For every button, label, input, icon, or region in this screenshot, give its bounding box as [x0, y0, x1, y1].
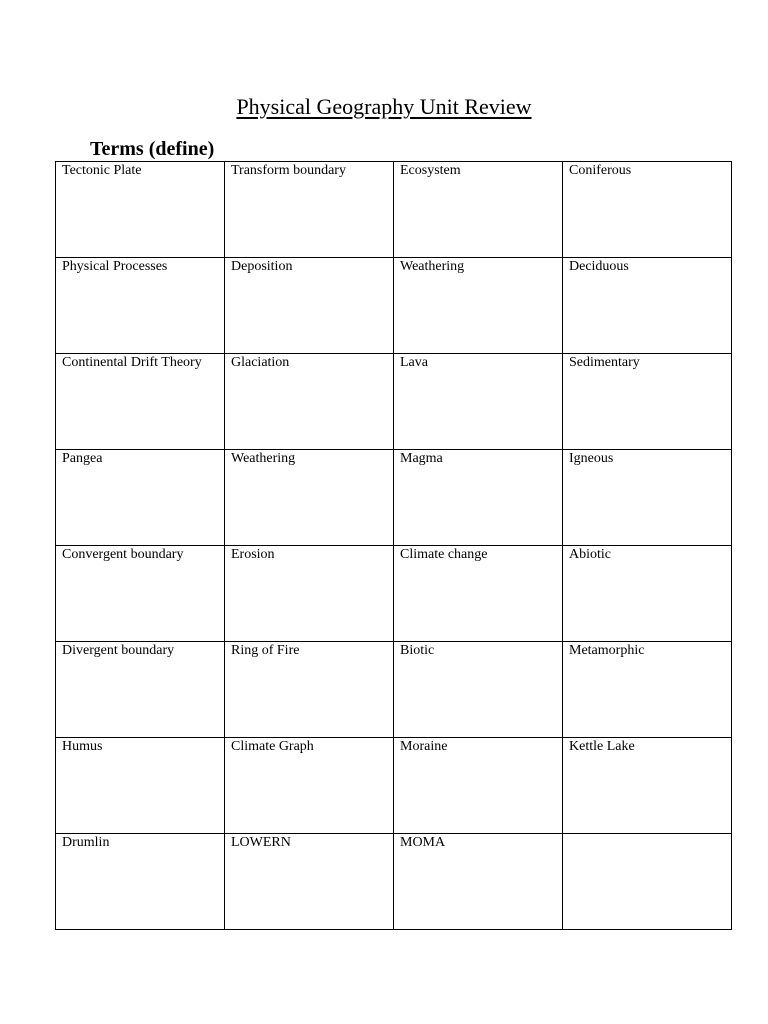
term-cell: [225, 546, 394, 642]
table-row: [56, 642, 732, 738]
term-label: Convergent boundary: [62, 547, 184, 562]
term-cell: [56, 834, 225, 930]
term-cell: [563, 642, 732, 738]
term-cell: [394, 834, 563, 930]
term-cell: [56, 450, 225, 546]
term-label: LOWERN: [231, 835, 291, 850]
term-label: Tectonic Plate: [62, 163, 142, 178]
term-cell: [56, 162, 225, 258]
table-row: [56, 258, 732, 354]
term-label: Humus: [62, 739, 103, 754]
table-row: [56, 162, 732, 258]
term-label: Physical Processes: [62, 259, 168, 274]
term-label: Continental Drift Theory: [62, 355, 202, 370]
term-label: Divergent boundary: [62, 643, 175, 658]
term-cell: [394, 450, 563, 546]
term-label: Deposition: [231, 259, 293, 274]
term-cell: [225, 162, 394, 258]
term-cell: [563, 738, 732, 834]
term-cell-empty: [563, 834, 732, 930]
term-cell: [563, 258, 732, 354]
table-row: [56, 738, 732, 834]
term-label: Climate Graph: [231, 739, 314, 754]
term-cell: [563, 354, 732, 450]
term-cell: [225, 258, 394, 354]
term-cell: [225, 738, 394, 834]
term-label: Biotic: [400, 643, 435, 658]
term-label: Magma: [400, 451, 443, 466]
term-label: Climate change: [400, 547, 488, 562]
table-row: [56, 354, 732, 450]
term-label: Lava: [400, 355, 428, 370]
term-cell: [56, 738, 225, 834]
table-row: [56, 546, 732, 642]
term-label: Sedimentary: [569, 355, 640, 370]
term-label: Weathering: [400, 259, 465, 274]
term-cell: [225, 834, 394, 930]
term-cell: [56, 642, 225, 738]
term-cell: [394, 354, 563, 450]
term-label: Ring of Fire: [231, 643, 300, 658]
term-cell: [563, 162, 732, 258]
term-cell: [394, 738, 563, 834]
term-label: Erosion: [231, 547, 275, 562]
term-cell: [56, 354, 225, 450]
term-label: Transform boundary: [231, 163, 346, 178]
term-label: Abiotic: [569, 547, 611, 562]
term-cell: [225, 450, 394, 546]
term-cell: [563, 450, 732, 546]
term-cell: [563, 546, 732, 642]
term-cell: [225, 354, 394, 450]
term-label: Ecosystem: [400, 163, 461, 178]
term-label: Drumlin: [62, 835, 110, 850]
term-cell: [394, 258, 563, 354]
term-label: Deciduous: [569, 259, 629, 274]
term-cell: [225, 642, 394, 738]
term-label: Moraine: [400, 739, 448, 754]
term-label: Igneous: [569, 451, 614, 466]
term-label: MOMA: [400, 835, 446, 850]
term-label: Weathering: [231, 451, 296, 466]
term-label: Kettle Lake: [569, 739, 635, 754]
terms-table: [55, 161, 732, 930]
term-label: Glaciation: [231, 355, 290, 370]
term-cell: [394, 642, 563, 738]
table-row: [56, 834, 732, 930]
term-cell: [56, 258, 225, 354]
term-cell: [56, 546, 225, 642]
term-label: Metamorphic: [569, 643, 645, 658]
term-label: Pangea: [62, 451, 103, 466]
page-title: Physical Geography Unit Review: [236, 94, 532, 119]
table-row: [56, 450, 732, 546]
section-heading-terms: Terms (define): [90, 138, 215, 160]
term-label: Coniferous: [569, 163, 632, 178]
term-cell: [394, 162, 563, 258]
term-cell: [394, 546, 563, 642]
